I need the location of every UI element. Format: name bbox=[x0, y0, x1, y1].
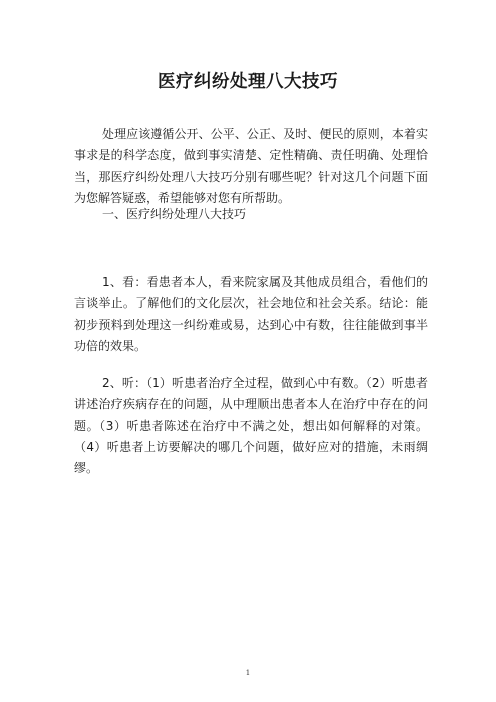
page-number: 1 bbox=[245, 669, 251, 677]
technique-look-paragraph: 1、看：看患者本人，看来院家属及其他成员组合，看他们的言谈举止。了解他们的文化层次，社会地位和社会关系。结论：能初步预料到处理这一纠纷难或易，达到心中有数，往往能做到事半功倍的效果。 bbox=[74, 275, 428, 353]
technique-listen-paragraph: 2、听：（1）听患者治疗全过程，做到心中有数。（2）听患者讲述治疗疾病存在的问题，从中理顺出患者本人在治疗中存在的问题。（3）听患者陈述在治疗中不满之处，想出如何解释的对策。（4）听患者上访要解决的哪几个问题，做好应对的措施，未雨绸缪。 bbox=[74, 376, 428, 476]
document-title: 医疗纠纷处理八大技巧 bbox=[158, 72, 338, 92]
section-heading: 一、医疗纠纷处理八大技巧 bbox=[102, 207, 247, 221]
intro-paragraph: 处理应该遵循公开、公平、公正、及时、便民的原则，本着实事求是的科学态度，做到事实清楚、定性精确、责任明确、处理恰当，那医疗纠纷处理八大技巧分别有哪些呢？针对这几个问题下面为您解答疑惑，希望能够对您有所帮助。 bbox=[74, 127, 428, 205]
